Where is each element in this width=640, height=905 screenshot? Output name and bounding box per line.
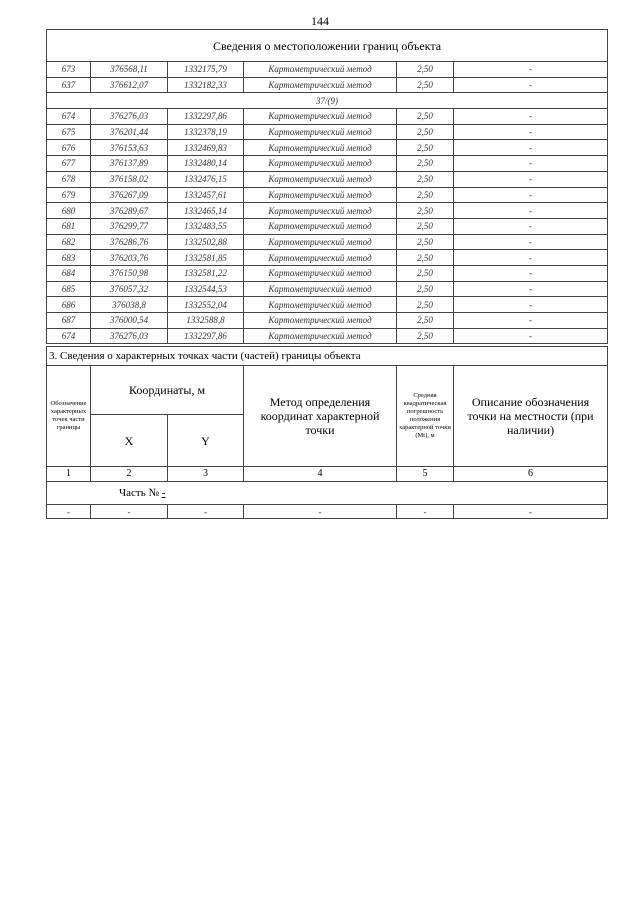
table-row [47, 187, 608, 203]
coord-y: 1332588,8 [168, 313, 244, 329]
coord-y: 1332378,19 [168, 124, 244, 140]
table-row [47, 156, 608, 172]
description: - [454, 313, 608, 329]
coord-y: 1332465,14 [168, 203, 244, 219]
part-label-text: Часть № [119, 487, 159, 499]
table-row [47, 313, 608, 329]
mean-error: 2,50 [397, 77, 454, 93]
coord-x: 376057,32 [91, 281, 168, 297]
description: - [454, 187, 608, 203]
coord-x: 376201,44 [91, 124, 168, 140]
point-number: 682 [47, 234, 91, 250]
method: Картометрический метод [244, 140, 397, 156]
method: Картометрический метод [244, 234, 397, 250]
mean-error: 2,50 [397, 297, 454, 313]
point-number: 686 [47, 297, 91, 313]
description: - [454, 218, 608, 234]
method: Картометрический метод [244, 203, 397, 219]
mean-error: 2,50 [397, 124, 454, 140]
part-label [47, 482, 608, 505]
mean-error: 2,50 [397, 187, 454, 203]
table-row [47, 62, 608, 78]
coord-y: 1332581,22 [168, 265, 244, 281]
column-number: 3 [168, 467, 244, 482]
table-row [47, 234, 608, 250]
description: - [454, 156, 608, 172]
point-number: 637 [47, 77, 91, 93]
column-number: 6 [454, 467, 608, 482]
coord-y: 1332457,61 [168, 187, 244, 203]
column-numbers-row [47, 467, 608, 482]
table-row [47, 171, 608, 187]
mean-error: 2,50 [397, 171, 454, 187]
coord-x: 376203,76 [91, 250, 168, 266]
page-number: 144 [311, 14, 329, 28]
empty-cell: - [244, 505, 397, 519]
description: - [454, 109, 608, 125]
coord-x: 376276,03 [91, 109, 168, 125]
part-points-table [46, 346, 608, 519]
mean-error: 2,50 [397, 328, 454, 344]
mean-error: 2,50 [397, 203, 454, 219]
coord-x: 376286,76 [91, 234, 168, 250]
description: - [454, 265, 608, 281]
coord-x: 376000,54 [91, 313, 168, 329]
point-number: 675 [47, 124, 91, 140]
coord-y: 1332175,79 [168, 62, 244, 78]
header-point-designation: Обозначение характерных точек части границы [47, 366, 91, 467]
method: Картометрический метод [244, 62, 397, 78]
empty-data-row [47, 505, 608, 519]
coord-x: 376276,03 [91, 328, 168, 344]
description: - [454, 77, 608, 93]
coord-y: 1332483,55 [168, 218, 244, 234]
point-number: 674 [47, 328, 91, 344]
column-number: 5 [397, 467, 454, 482]
mean-error: 2,50 [397, 281, 454, 297]
mean-error: 2,50 [397, 234, 454, 250]
description: - [454, 62, 608, 78]
table-row [47, 265, 608, 281]
method: Картометрический метод [244, 265, 397, 281]
header-mean-error: Средняя квадратическая погрешность положения характерной точки (Mt), м [397, 366, 454, 467]
table-row [47, 281, 608, 297]
point-number: 685 [47, 281, 91, 297]
method: Картометрический метод [244, 250, 397, 266]
method: Картометрический метод [244, 156, 397, 172]
coord-x: 376612,07 [91, 77, 168, 93]
point-number: 678 [47, 171, 91, 187]
part-number: - [161, 487, 166, 499]
coord-x: 376299,77 [91, 218, 168, 234]
table-row [47, 124, 608, 140]
coord-y: 1332544,53 [168, 281, 244, 297]
description: - [454, 140, 608, 156]
empty-cell: - [168, 505, 244, 519]
header-x: X [91, 415, 168, 467]
description: - [454, 281, 608, 297]
section-title: Сведения о местоположении границ объекта [47, 30, 608, 62]
mean-error: 2,50 [397, 156, 454, 172]
coord-y: 1332480,14 [168, 156, 244, 172]
coord-x: 376568,11 [91, 62, 168, 78]
description: - [454, 171, 608, 187]
header-row-1 [47, 366, 608, 415]
coord-x: 376137,89 [91, 156, 168, 172]
section3-title-row [47, 347, 608, 366]
point-number: 681 [47, 218, 91, 234]
coord-y: 1332297,86 [168, 328, 244, 344]
table-row [47, 218, 608, 234]
coord-y: 1332476,15 [168, 171, 244, 187]
table-row [47, 77, 608, 93]
method: Картометрический метод [244, 281, 397, 297]
section-title-row [47, 30, 608, 62]
method: Картометрический метод [244, 77, 397, 93]
method: Картометрический метод [244, 297, 397, 313]
contour-row [47, 93, 608, 109]
coord-y: 1332182,33 [168, 77, 244, 93]
point-number: 680 [47, 203, 91, 219]
coord-x: 376150,98 [91, 265, 168, 281]
coord-y: 1332469,83 [168, 140, 244, 156]
description: - [454, 328, 608, 344]
point-number: 683 [47, 250, 91, 266]
border-points-table [46, 29, 608, 344]
header-coordinates: Координаты, м [91, 366, 244, 415]
column-number: 4 [244, 467, 397, 482]
coord-x: 376158,02 [91, 171, 168, 187]
description: - [454, 234, 608, 250]
point-number: 676 [47, 140, 91, 156]
coord-y: 1332581,85 [168, 250, 244, 266]
header-y: Y [168, 415, 244, 467]
point-number: 677 [47, 156, 91, 172]
description: - [454, 250, 608, 266]
mean-error: 2,50 [397, 313, 454, 329]
method: Картометрический метод [244, 313, 397, 329]
coord-x: 376038,8 [91, 297, 168, 313]
part-row [47, 482, 608, 505]
empty-cell: - [397, 505, 454, 519]
section3-title: 3. Сведения о характерных точках части (частей) границы объекта [47, 347, 608, 366]
table-row [47, 297, 608, 313]
coord-x: 376267,09 [91, 187, 168, 203]
empty-cell: - [47, 505, 91, 519]
coord-x: 376289,67 [91, 203, 168, 219]
column-number: 2 [91, 467, 168, 482]
table-row [47, 109, 608, 125]
table-row [47, 328, 608, 344]
mean-error: 2,50 [397, 140, 454, 156]
header-method: Метод определения координат характерной точки [244, 366, 397, 467]
empty-cell: - [454, 505, 608, 519]
coord-y: 1332297,86 [168, 109, 244, 125]
mean-error: 2,50 [397, 218, 454, 234]
method: Картометрический метод [244, 171, 397, 187]
method: Картометрический метод [244, 328, 397, 344]
point-number: 684 [47, 265, 91, 281]
empty-cell: - [91, 505, 168, 519]
method: Картометрический метод [244, 187, 397, 203]
mean-error: 2,50 [397, 265, 454, 281]
header-description: Описание обозначения точки на местности (при наличии) [454, 366, 608, 467]
mean-error: 2,50 [397, 250, 454, 266]
coord-x: 376153,63 [91, 140, 168, 156]
coord-y: 1332502,88 [168, 234, 244, 250]
point-number: 674 [47, 109, 91, 125]
column-number: 1 [47, 467, 91, 482]
table-row [47, 203, 608, 219]
mean-error: 2,50 [397, 109, 454, 125]
point-number: 679 [47, 187, 91, 203]
contour-label: 37/(9) [47, 93, 608, 109]
table-row [47, 250, 608, 266]
table-row [47, 140, 608, 156]
mean-error: 2,50 [397, 62, 454, 78]
point-number: 687 [47, 313, 91, 329]
description: - [454, 297, 608, 313]
method: Картометрический метод [244, 124, 397, 140]
description: - [454, 124, 608, 140]
point-number: 673 [47, 62, 91, 78]
description: - [454, 203, 608, 219]
method: Картометрический метод [244, 109, 397, 125]
coord-y: 1332552,04 [168, 297, 244, 313]
method: Картометрический метод [244, 218, 397, 234]
